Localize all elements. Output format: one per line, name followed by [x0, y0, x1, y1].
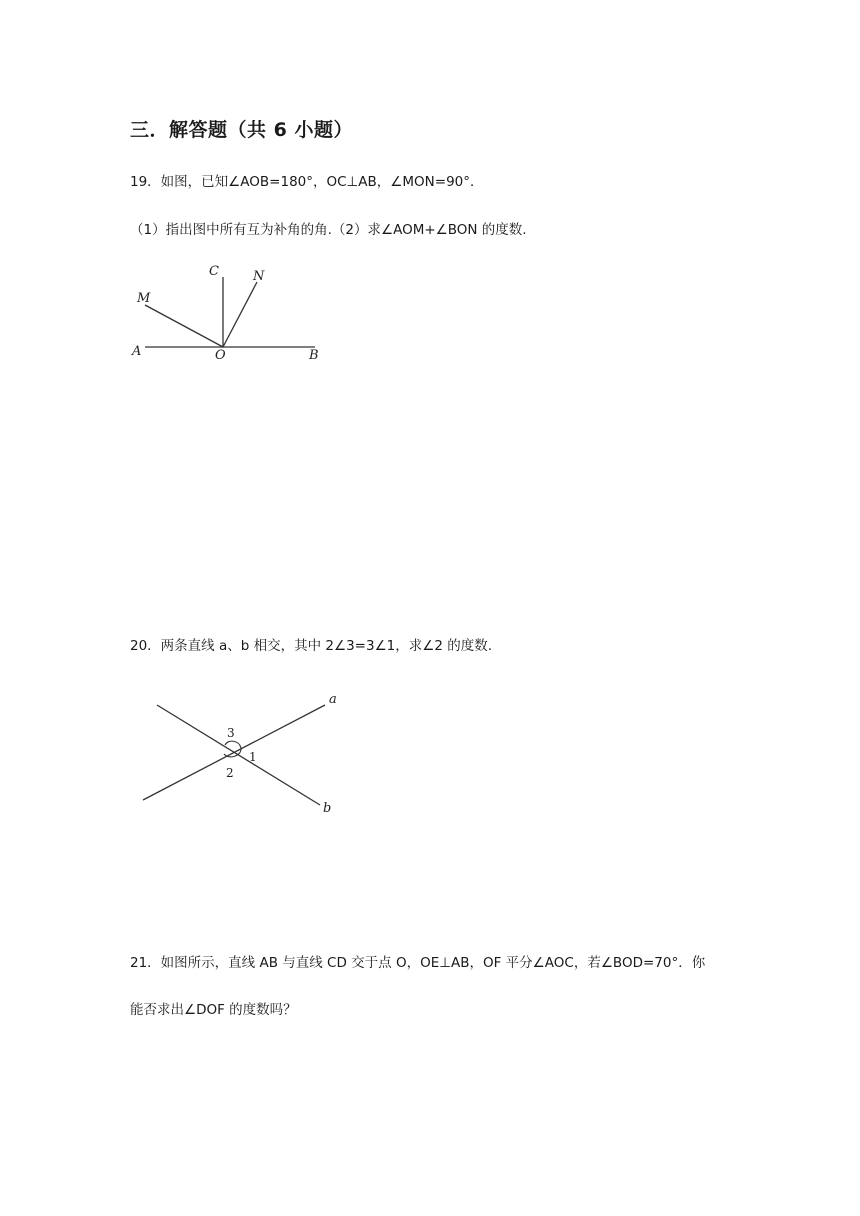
ray-on	[223, 282, 257, 347]
question-19-figure	[125, 255, 340, 370]
section-title: 三．解答题（共 6 小题）	[130, 119, 353, 141]
question-21-statement: 21．如图所示，直线 AB 与直线 CD 交于点 O，OE⊥AB，OF 平分∠AOC，若∠BOD=70°．你	[130, 955, 706, 971]
label-angle-1: 1	[249, 750, 257, 764]
question-21-statement-continued: 能否求出∠DOF 的度数吗？	[130, 1002, 297, 1018]
angle-arc	[224, 741, 241, 757]
label-n: N	[253, 269, 265, 284]
label-angle-3: 3	[227, 726, 235, 740]
question-19-subquestions: （1）指出图中所有互为补角的角.（2）求∠AOM+∠BON 的度数.	[130, 222, 527, 238]
question-20-statement: 20．两条直线 a、b 相交，其中 2∠3=3∠1，求∠2 的度数.	[130, 638, 493, 654]
label-line-a: a	[329, 692, 337, 707]
label-b: B	[309, 348, 319, 363]
label-m: M	[137, 291, 151, 306]
label-a: A	[132, 344, 142, 359]
ray-om	[145, 305, 223, 347]
label-c: C	[209, 264, 219, 279]
label-angle-2: 2	[226, 766, 234, 780]
label-o: O	[215, 348, 226, 363]
label-line-b: b	[323, 801, 332, 816]
question-20-figure	[135, 685, 350, 820]
question-19-statement: 19．如图，已知∠AOB=180°，OC⊥AB，∠MON=90°．	[130, 174, 484, 190]
